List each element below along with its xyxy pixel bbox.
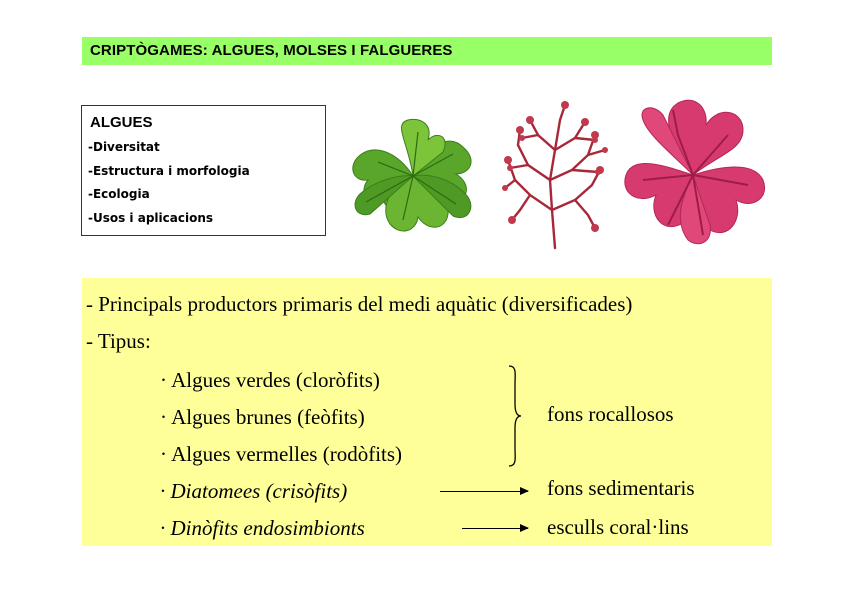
index-heading: ALGUES (90, 114, 153, 131)
topic-index-box (81, 105, 326, 236)
index-item-structure: -Estructura i morfologia (88, 163, 250, 178)
red-alga-image (500, 100, 610, 250)
page-title: CRIPTÒGAMES: ALGUES, MOLSES I FALGUERES (90, 42, 453, 59)
arrow-right-icon (462, 528, 528, 529)
index-item-ecology: -Ecologia (88, 187, 150, 201)
habitat-rocky: fons rocallosos (547, 402, 674, 426)
type-dinoflagellates: · Dinòfits endosimbionts (160, 516, 365, 540)
pink-alga-image (618, 95, 768, 248)
index-list (88, 136, 250, 230)
title-bar (82, 37, 772, 65)
index-item-diversity: -Diversitat (88, 140, 160, 154)
main-content-panel (82, 278, 772, 546)
type-brown-algae: · Algues brunes (feòfits) (160, 405, 365, 429)
index-item-uses: -Usos i aplicacions (88, 210, 214, 225)
type-red-algae: · Algues vermelles (rodòfits) (160, 442, 403, 466)
habitat-reef: esculls coral·lins (547, 515, 689, 539)
types-heading: - Tipus: (86, 329, 151, 353)
type-diatoms: · Diatomees (crisòfits) (160, 479, 348, 503)
brace-icon (507, 364, 523, 468)
primary-producers-line: - Principals productors primaris del medi aquàtic (diversificades) (86, 292, 633, 316)
habitat-sediment: fons sedimentaris (547, 476, 695, 500)
green-alga-image (338, 112, 488, 240)
arrow-right-icon (440, 491, 528, 492)
type-green-algae: · Algues verdes (cloròfits) (160, 368, 380, 392)
